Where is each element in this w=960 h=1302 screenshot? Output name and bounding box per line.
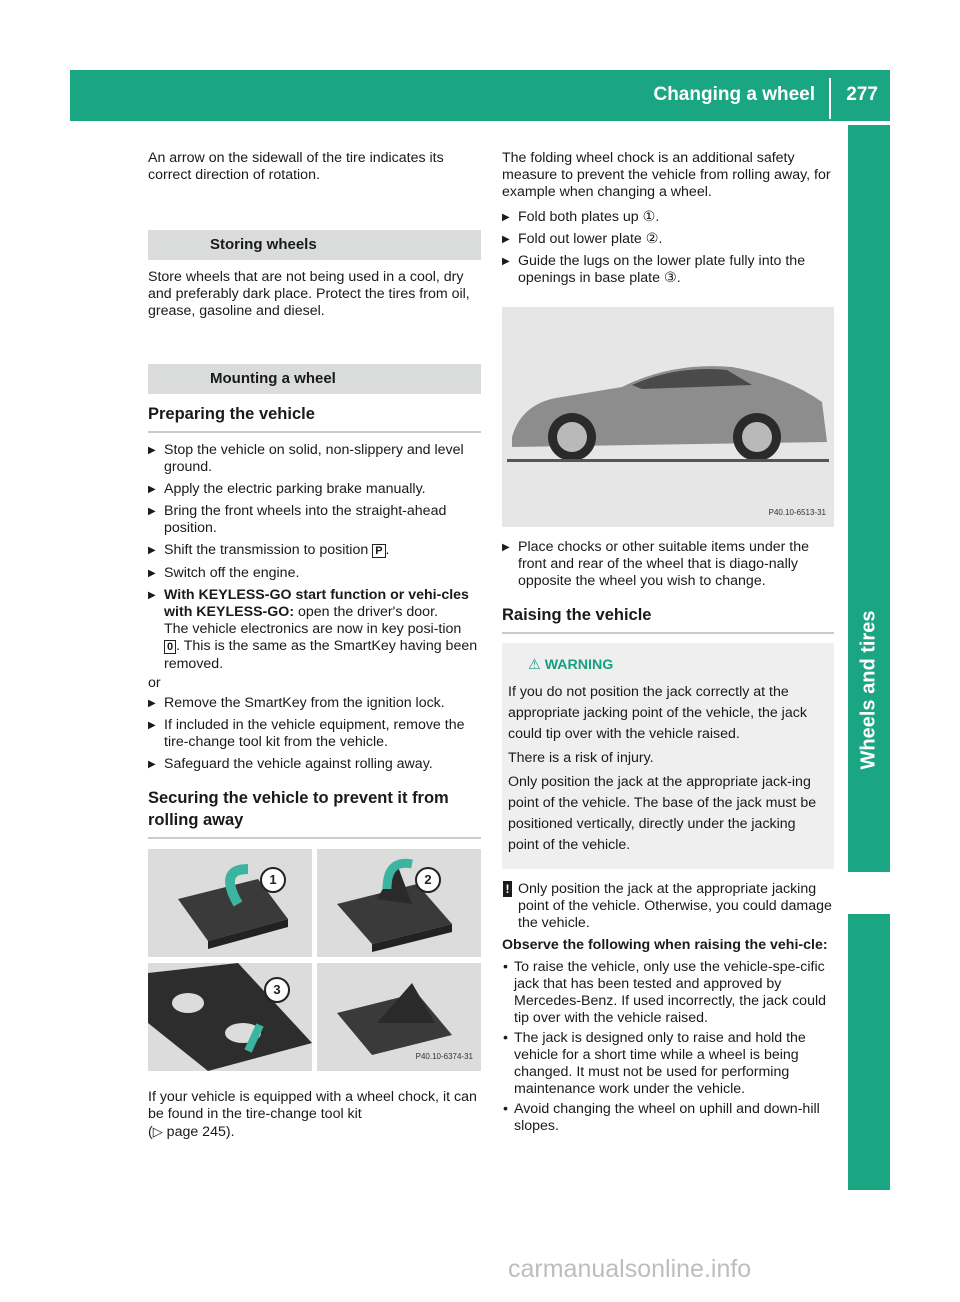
callout-ref-3: ③ (663, 270, 677, 286)
chock-plate-illustration (148, 963, 312, 1071)
wheel-chock-figure (148, 849, 481, 1071)
warning-box (502, 643, 834, 869)
ref-open: ( (148, 1124, 153, 1140)
mounting-wheel-heading: Mounting a wheel (148, 364, 481, 394)
warning-header (528, 655, 828, 676)
car-side-figure (502, 307, 834, 527)
header-divider (829, 78, 831, 119)
exclamation-icon: ! (503, 881, 512, 897)
chock-panel-4 (317, 963, 481, 1071)
list-item: • The jack is designed only to raise and hold the vehicle for a short time while a wheel is being changed. It must not be used for performing maintenance work under the vehicle. (502, 1030, 834, 1098)
step-item (502, 253, 834, 287)
gear-p-symbol: P (372, 544, 385, 558)
list-item: • To raise the vehicle, only use the vehicle-spe-cific jack that has been tested and approved by Mercedes-Benz. If used incorrectly, the jack could tip over with the vehicle raised. (502, 959, 834, 1027)
step-end: . (655, 209, 660, 225)
left-column (148, 150, 481, 1149)
step-end: . (658, 231, 663, 247)
chock-intro-paragraph: The folding wheel chock is an additional safety measure to prevent the vehicle from rolling away, for example when changing a wheel. (502, 150, 831, 200)
step-text: Shift the transmission to position (164, 542, 369, 558)
ref-close: ). (225, 1124, 235, 1140)
key-position-note-b: . This is the same as the SmartKey having been removed. (164, 638, 478, 672)
chock-panel-2 (317, 849, 481, 957)
warning-icon: ⚠ (528, 657, 541, 673)
warning-risk: There is a risk of injury. (508, 750, 654, 766)
callout-1: 1 (260, 867, 286, 893)
step-text: open the driver's door. (294, 604, 438, 620)
raising-vehicle-heading: Raising the vehicle (502, 604, 834, 634)
watermark: carmanualsonline.info (508, 1255, 752, 1283)
figure-code: P40.10-6374-31 (415, 1052, 473, 1061)
chapter-marker (848, 872, 890, 914)
step-item: ▶ Safeguard the vehicle against rolling away. (148, 756, 481, 773)
step-item: ▶ If included in the vehicle equipment, remove the tire-change tool kit from the vehicle. (148, 717, 481, 751)
page-number: 277 (846, 84, 878, 105)
storing-paragraph: Store wheels that are not being used in a cool, dry and preferably dark place. Protect the tires from oil, grease, gasoline and diesel. (148, 269, 470, 319)
page-reference-link[interactable] (148, 1124, 235, 1140)
keyless-go-label: With KEYLESS-GO start function or vehi-cles with KEYLESS-GO: (164, 587, 469, 620)
preparing-vehicle-heading: Preparing the vehicle (148, 403, 481, 433)
chock-panel-3 (148, 963, 312, 1071)
list-item: • Avoid changing the wheel on uphill and down-hill slopes. (502, 1101, 834, 1135)
note-text: Only position the jack at the appropriate jacking point of the vehicle. Otherwise, you could damage the vehicle. (518, 881, 832, 931)
chock-location-paragraph (148, 1089, 481, 1141)
step-item (148, 587, 481, 673)
observe-heading: Observe the following when raising the vehi-cle: (502, 937, 828, 953)
right-column (502, 150, 834, 1138)
chock-plate-illustration (317, 849, 481, 957)
damage-note (502, 881, 834, 932)
step-end: . (676, 270, 681, 286)
callout-ref-1: ① (642, 209, 656, 225)
step-item: ▶ Place chocks or other suitable items under the front and rear of the wheel that is diago-nally opposite the wheel you wish to change. (502, 539, 834, 590)
warning-instruction: Only position the jack at the appropriate jack-ing point of the vehicle. The base of the jack must be positioned vertically, directly under the jacking point of the vehicle. (508, 774, 817, 853)
figure-code: P40.10-6513-31 (768, 508, 826, 517)
callout-2: 2 (415, 867, 441, 893)
chock-plate-illustration (148, 849, 312, 957)
step-text: Fold both plates up (518, 209, 639, 225)
step-text: Guide the lugs on the lower plate fully into the openings in base plate (518, 253, 806, 286)
step-item (502, 209, 834, 226)
chock-location-text: If your vehicle is equipped with a wheel chock, it can be found in the tire-change tool kit (148, 1089, 477, 1122)
ref-text: page 245 (162, 1124, 226, 1140)
step-item (148, 542, 481, 560)
step-item: ▶ Apply the electric parking brake manually. (148, 481, 481, 498)
key-0-symbol: 0 (164, 640, 176, 654)
page-header (70, 70, 890, 121)
step-item: ▶ Stop the vehicle on solid, non-slippery and level ground. (148, 442, 481, 476)
section-title: Changing a wheel (653, 84, 815, 105)
step-item: ▶ Bring the front wheels into the straight-ahead position. (148, 503, 481, 537)
step-item: ▶ Remove the SmartKey from the ignition lock. (148, 695, 481, 712)
step-item (502, 231, 834, 248)
chapter-label: Wheels and tires (857, 610, 880, 770)
step-item: ▶ Switch off the engine. (148, 565, 481, 582)
callout-ref-2: ② (645, 231, 659, 247)
warning-title: WARNING (544, 657, 614, 673)
securing-vehicle-heading: Securing the vehicle to prevent it from rolling away (148, 787, 481, 839)
chock-panel-1 (148, 849, 312, 957)
step-text: Fold out lower plate (518, 231, 642, 247)
storing-wheels-heading: Storing wheels (148, 230, 481, 260)
key-position-note-a: The vehicle electronics are now in key posi-tion (164, 621, 462, 637)
callout-3: 3 (264, 977, 290, 1003)
step-text-end: . (385, 542, 390, 558)
or-connector: or (148, 675, 161, 691)
car-illustration (502, 307, 834, 527)
page-arrow-icon: ▷ (152, 1124, 163, 1139)
warning-text: If you do not position the jack correctly at the appropriate jacking point of the vehicle, the jack could tip over with the vehicle raised. (508, 684, 807, 742)
intro-paragraph: An arrow on the sidewall of the tire indicates its correct direction of rotation. (148, 150, 444, 183)
